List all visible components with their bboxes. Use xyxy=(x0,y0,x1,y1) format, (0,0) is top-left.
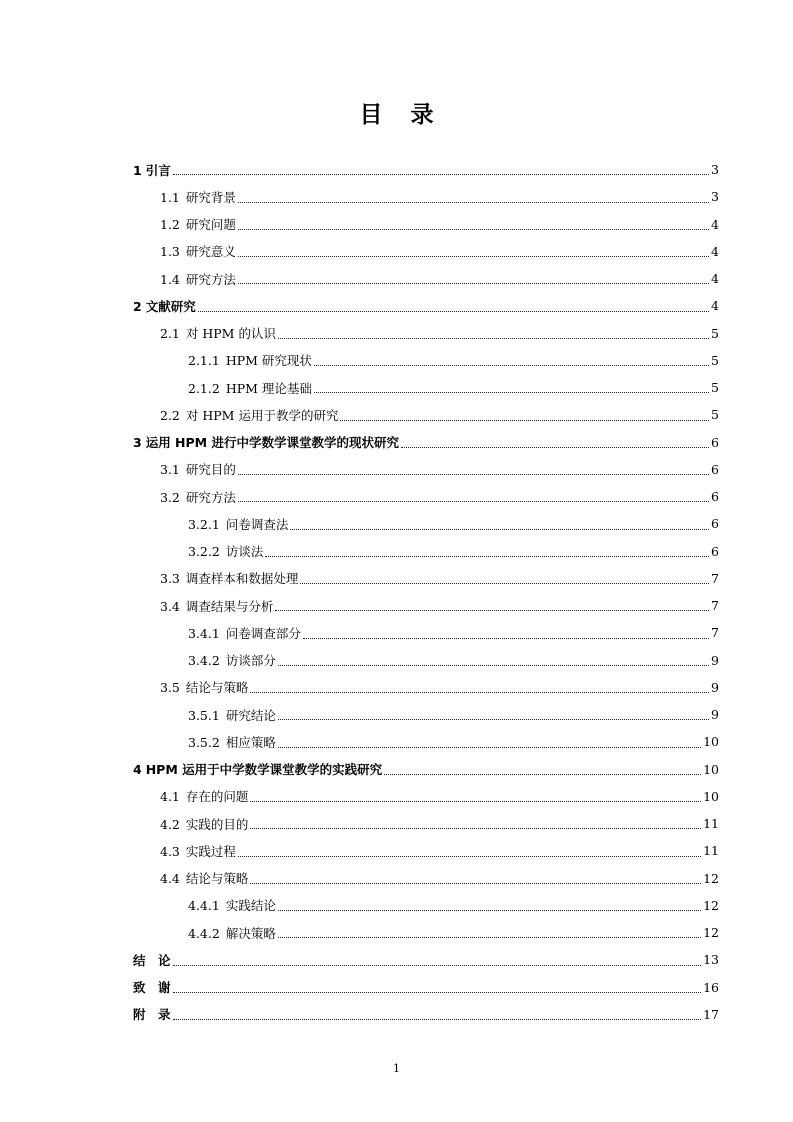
toc-entry-number: 3.4 xyxy=(160,598,180,614)
toc-entry-text: 访谈法 xyxy=(225,544,264,560)
dot-leader xyxy=(238,246,709,257)
toc-entry-page: 6 xyxy=(711,516,719,532)
toc-entry-number: 1.4 xyxy=(160,271,180,287)
toc-entry[interactable] xyxy=(133,320,719,347)
toc-entry-text: 问卷调查法 xyxy=(225,516,289,532)
toc-entry-page: 5 xyxy=(711,407,719,423)
dot-leader xyxy=(300,573,709,584)
toc-entry-page: 5 xyxy=(711,352,719,368)
toc-entry-label xyxy=(160,215,236,233)
toc-entry-label xyxy=(188,924,276,942)
dot-leader xyxy=(238,491,709,502)
toc-entry-label xyxy=(160,815,248,833)
toc-entry-number: 4 xyxy=(133,762,142,778)
toc-entry-page: 6 xyxy=(711,543,719,559)
dot-leader xyxy=(278,655,709,666)
toc-entry[interactable] xyxy=(133,456,719,483)
toc-entry[interactable] xyxy=(133,565,719,592)
toc-entry-text: 对 HPM 运用于教学的研究 xyxy=(185,407,339,423)
toc-entry[interactable] xyxy=(133,647,719,674)
toc-entry-number: 4.4.1 xyxy=(188,898,220,914)
dot-leader xyxy=(290,519,709,530)
toc-entry-page: 7 xyxy=(711,625,719,641)
toc-entry-page: 9 xyxy=(711,679,719,695)
toc-entry-page: 6 xyxy=(711,461,719,477)
dot-leader xyxy=(238,219,709,230)
toc-entry-page: 16 xyxy=(703,979,719,995)
toc-entry[interactable] xyxy=(133,401,719,428)
toc-entry-label xyxy=(133,297,196,315)
dot-leader xyxy=(198,301,709,312)
toc-entry[interactable] xyxy=(133,728,719,755)
dot-leader xyxy=(173,164,709,175)
toc-entry-label xyxy=(188,379,312,397)
toc-entry-label xyxy=(188,651,276,669)
toc-entry[interactable] xyxy=(133,837,719,864)
dot-leader xyxy=(340,410,709,421)
dot-leader xyxy=(314,355,709,366)
toc-entry-label xyxy=(160,406,338,424)
toc-entry-number: 3.4.1 xyxy=(188,625,220,641)
toc-entry[interactable] xyxy=(133,510,719,537)
toc-entry-number: 3.2 xyxy=(160,489,180,505)
toc-entry-page: 10 xyxy=(703,734,719,750)
toc-entry-label xyxy=(133,760,382,778)
toc-entry-page: 13 xyxy=(703,952,719,968)
toc-entry[interactable] xyxy=(133,156,719,183)
toc-entry-number: 3.1 xyxy=(160,462,180,478)
toc-entry-page: 17 xyxy=(703,1006,719,1022)
dot-leader xyxy=(250,791,701,802)
toc-entry-page: 11 xyxy=(703,843,719,859)
toc-entry-label xyxy=(160,460,236,478)
toc-entry-label xyxy=(188,896,276,914)
toc-entry[interactable] xyxy=(133,783,719,810)
toc-entry-text: 解决策略 xyxy=(225,925,276,941)
toc-entry-number: 1.2 xyxy=(160,217,180,233)
toc-entry-page: 9 xyxy=(711,652,719,668)
toc-entry-label xyxy=(160,787,248,805)
toc-entry[interactable] xyxy=(133,946,719,973)
toc-entry-text: 相应策略 xyxy=(225,734,276,750)
dot-leader xyxy=(401,437,709,448)
toc-entry-text: 实践过程 xyxy=(185,843,236,859)
toc-entry-text: 研究方法 xyxy=(185,271,236,287)
dot-leader xyxy=(278,900,701,911)
toc-entry[interactable] xyxy=(133,810,719,837)
toc-entry-text: 实践的目的 xyxy=(185,816,249,832)
toc-entry-text: 研究问题 xyxy=(185,217,236,233)
toc-entry-label xyxy=(188,733,276,751)
toc-entry-label xyxy=(188,515,288,533)
toc-entry-text: 附 录 xyxy=(133,1007,171,1023)
toc-entry-text: 研究背景 xyxy=(185,189,236,205)
toc-entry-page: 10 xyxy=(703,788,719,804)
toc-entry-label xyxy=(160,242,236,260)
dot-leader xyxy=(250,682,709,693)
toc-entry[interactable] xyxy=(133,483,719,510)
toc-entry-text: 实践结论 xyxy=(225,898,276,914)
toc-entry[interactable] xyxy=(133,919,719,946)
toc-entry-label xyxy=(160,188,236,206)
toc-entry-label xyxy=(160,597,273,615)
toc-entry-text: HPM 研究现状 xyxy=(225,353,312,369)
toc-entry-page: 12 xyxy=(703,925,719,941)
toc-entry-label xyxy=(160,324,276,342)
toc-entry-text: 调查样本和数据处理 xyxy=(185,571,299,587)
toc-entry-page: 4 xyxy=(711,271,719,287)
dot-leader xyxy=(278,709,709,720)
toc-entry-text: 研究意义 xyxy=(185,244,236,260)
toc-entry-label xyxy=(160,270,236,288)
toc-entry-text: 访谈部分 xyxy=(225,653,276,669)
toc-entry-number: 1.1 xyxy=(160,189,180,205)
dot-leader xyxy=(238,273,709,284)
dot-leader xyxy=(384,764,701,775)
toc-entry-text: HPM 运用于中学数学课堂教学的实践研究 xyxy=(145,762,383,778)
dot-leader xyxy=(238,846,701,857)
toc-entry-label xyxy=(133,1005,171,1023)
dot-leader xyxy=(173,982,702,993)
toc-entry-number: 2.1 xyxy=(160,326,180,342)
toc-entry[interactable] xyxy=(133,974,719,1001)
toc-entry-number: 3.5 xyxy=(160,680,180,696)
toc-entry-text: 引言 xyxy=(145,162,171,178)
toc-entry[interactable] xyxy=(133,538,719,565)
toc-entry-text: 研究结论 xyxy=(225,707,276,723)
toc-entry[interactable] xyxy=(133,374,719,401)
toc-entry-text: 运用 HPM 进行中学数学课堂教学的现状研究 xyxy=(145,435,399,451)
toc-entry-page: 12 xyxy=(703,897,719,913)
dot-leader xyxy=(250,818,701,829)
toc-entry-label xyxy=(188,706,276,724)
toc-entry-text: HPM 理论基础 xyxy=(225,380,312,396)
toc-entry-page: 12 xyxy=(703,870,719,886)
toc-entry-number: 1.3 xyxy=(160,244,180,260)
toc-entry-number: 4.2 xyxy=(160,816,180,832)
toc-entry-number: 3.5.1 xyxy=(188,707,220,723)
toc-entry-number: 1 xyxy=(133,162,142,178)
toc-entry[interactable] xyxy=(133,347,719,374)
toc-entry-number: 3.4.2 xyxy=(188,653,220,669)
toc-entry-page: 6 xyxy=(711,489,719,505)
toc-entry-label xyxy=(160,569,298,587)
toc-entry-text: 调查结果与分析 xyxy=(185,598,274,614)
dot-leader xyxy=(278,737,701,748)
toc-entry[interactable] xyxy=(133,238,719,265)
toc-entry[interactable] xyxy=(133,892,719,919)
toc-title: 目 录 xyxy=(359,102,444,128)
toc-entry-text: 结论与策略 xyxy=(185,680,249,696)
toc-entry[interactable] xyxy=(133,674,719,701)
toc-entry-page: 7 xyxy=(711,570,719,586)
toc-entry-text: 文献研究 xyxy=(145,298,196,314)
toc-entry[interactable] xyxy=(133,211,719,238)
toc-entry-label xyxy=(188,351,312,369)
toc-entry-label xyxy=(188,624,301,642)
toc-entry[interactable] xyxy=(133,701,719,728)
toc-entry-number: 3.5.2 xyxy=(188,734,220,750)
dot-leader xyxy=(278,328,709,339)
toc-entry[interactable] xyxy=(133,183,719,210)
toc-entry-number: 4.3 xyxy=(160,843,180,859)
toc-entry-page: 7 xyxy=(711,598,719,614)
toc-entry-page: 4 xyxy=(711,298,719,314)
dot-leader xyxy=(238,464,709,475)
toc-entry-text: 研究方法 xyxy=(185,489,236,505)
dot-leader xyxy=(265,546,709,557)
toc-entry-number: 3.3 xyxy=(160,571,180,587)
toc-entry-page: 3 xyxy=(711,189,719,205)
toc-entry-text: 问卷调查部分 xyxy=(225,625,301,641)
toc-entry-number: 3 xyxy=(133,435,142,451)
toc-entry-page: 10 xyxy=(703,761,719,777)
dot-leader xyxy=(238,192,709,203)
toc-entry-number: 3.2.1 xyxy=(188,516,220,532)
page-number: 1 xyxy=(393,1062,400,1075)
toc-entry-text: 存在的问题 xyxy=(185,789,249,805)
toc-entry-label xyxy=(160,488,236,506)
toc-entry-number: 4.1 xyxy=(160,789,180,805)
toc-entry[interactable] xyxy=(133,292,719,319)
toc-entry[interactable] xyxy=(133,865,719,892)
toc-entry[interactable] xyxy=(133,756,719,783)
toc-entry-text: 研究目的 xyxy=(185,462,236,478)
toc-entry-number: 3.2.2 xyxy=(188,544,220,560)
toc-entry[interactable] xyxy=(133,592,719,619)
toc-entry-label xyxy=(160,842,236,860)
toc-entry-page: 4 xyxy=(711,216,719,232)
toc-entry-number: 2.2 xyxy=(160,407,180,423)
toc-entry-page: 4 xyxy=(711,243,719,259)
dot-leader xyxy=(278,927,701,938)
toc-entry-text: 致 谢 xyxy=(133,980,171,996)
table-of-contents xyxy=(133,156,719,1028)
dot-leader xyxy=(314,382,709,393)
toc-entry-number: 2.1.1 xyxy=(188,353,220,369)
toc-entry-page: 6 xyxy=(711,434,719,450)
toc-entry-number: 2 xyxy=(133,298,142,314)
toc-entry-label xyxy=(133,978,171,996)
toc-entry-label xyxy=(133,161,171,179)
toc-entry-page: 3 xyxy=(711,162,719,178)
toc-entry-page: 9 xyxy=(711,707,719,723)
dot-leader xyxy=(303,628,709,639)
dot-leader xyxy=(275,600,709,611)
toc-entry-text: 结论与策略 xyxy=(185,871,249,887)
toc-entry-label xyxy=(133,951,171,969)
toc-entry-label xyxy=(133,433,399,451)
dot-leader xyxy=(173,955,702,966)
toc-entry-label xyxy=(160,678,248,696)
toc-entry[interactable] xyxy=(133,1001,719,1028)
toc-entry-text: 对 HPM 的认识 xyxy=(185,326,276,342)
toc-entry-page: 5 xyxy=(711,325,719,341)
toc-entry[interactable] xyxy=(133,429,719,456)
toc-entry[interactable] xyxy=(133,619,719,646)
dot-leader xyxy=(173,1009,702,1020)
toc-entry-number: 4.4.2 xyxy=(188,925,220,941)
dot-leader xyxy=(250,873,701,884)
toc-entry-text: 结 论 xyxy=(133,952,171,968)
toc-entry-number: 2.1.2 xyxy=(188,380,220,396)
toc-entry-number: 4.4 xyxy=(160,871,180,887)
toc-entry-page: 5 xyxy=(711,380,719,396)
toc-entry-page: 11 xyxy=(703,816,719,832)
toc-entry[interactable] xyxy=(133,265,719,292)
toc-entry-label xyxy=(188,542,263,560)
toc-entry-label xyxy=(160,869,248,887)
